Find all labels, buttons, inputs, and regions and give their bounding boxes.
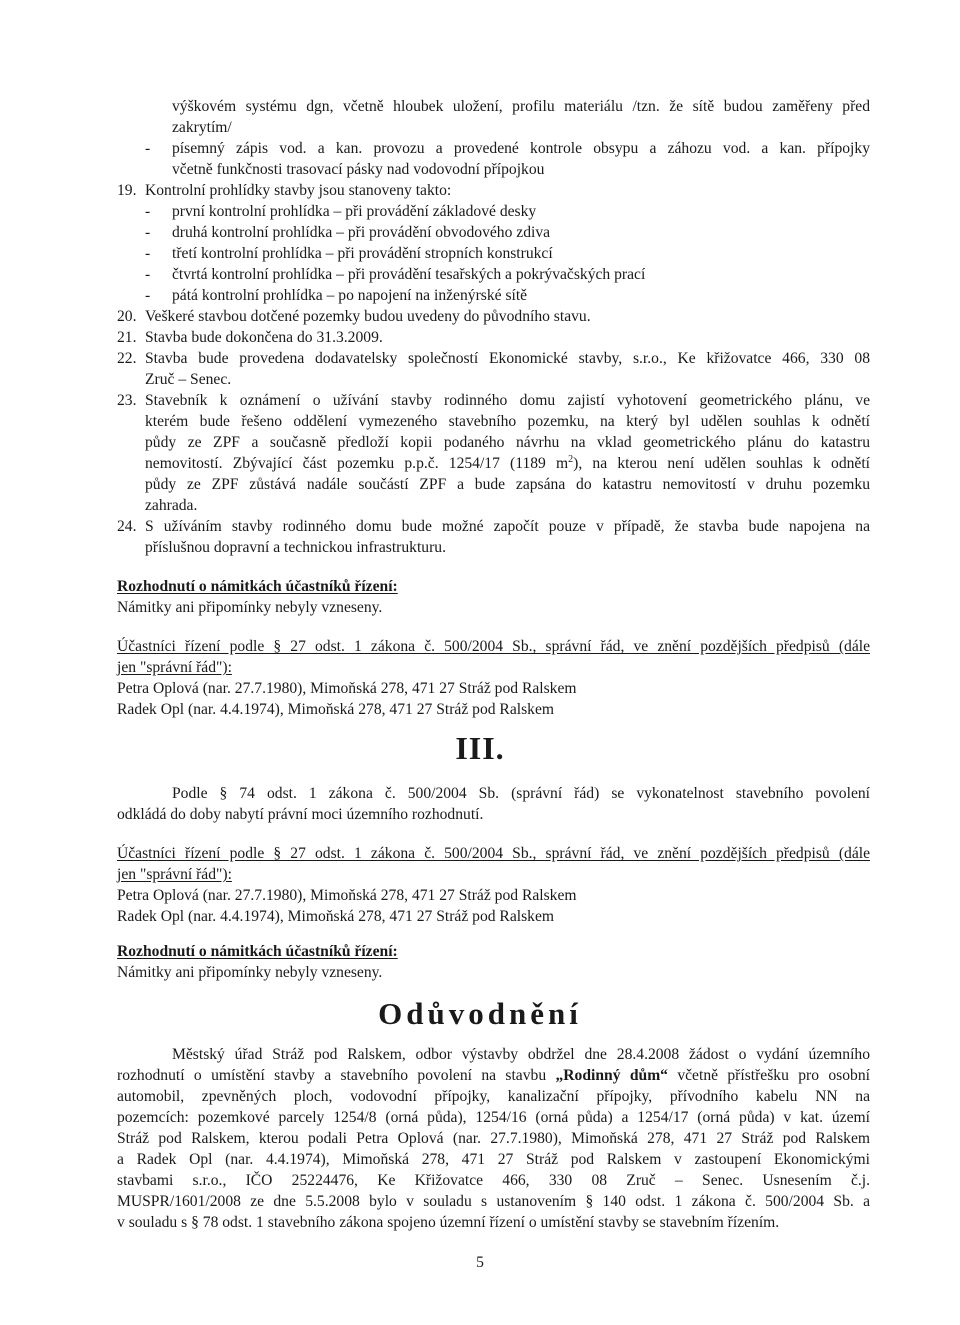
participants-heading-line-2: jen "správní řád"): [117,659,232,676]
item-number: 24. [117,518,137,535]
reasoning-line-6: a Radek Opl (nar. 4.4.1974), Mimoňská 278, 471 27 Stráž pod Ralskem v zastoupení Ekonomickými [117,1151,870,1168]
item-number: 20. [117,308,137,325]
participant: Radek Opl (nar. 4.4.1974), Mimoňská 278, 471 27 Stráž pod Ralskem [117,908,555,925]
reasoning-heading: Odůvodnění [378,996,582,1031]
objections-heading: Rozhodnutí o námitkách účastníků řízení: [117,943,398,960]
page-number: 5 [476,1254,484,1271]
item-19-text: Kontrolní prohlídky stavby jsou stanoveny takto: [145,182,452,199]
item-23-line-2: kterém bude řešeno oddělení vymezeného stavebního pozemku, na který byl udělen souhlas k odnětí [145,413,870,430]
dash: - [145,203,151,220]
top-line-2: zakrytím/ [172,119,232,136]
participant: Petra Oplová (nar. 27.7.1980), Mimoňská 278, 471 27 Stráž pod Ralskem [117,887,577,904]
participants-heading-line-2: jen "správní řád"): [117,866,232,883]
item-23-line-3: půdy ze ZPF a současně předloží kopii podaného návrhu na vklad geometrického plánu do katastru [145,434,870,451]
participants-heading-line-1: Účastníci řízení podle § 27 odst. 1 zákona č. 500/2004 Sb., správní řád, ve znění pozdějších předpisů (dále [117,845,870,862]
item-20-text: Veškeré stavbou dotčené pozemky budou uvedeny do původního stavu. [145,308,591,325]
inspection-item: čtvrtá kontrolní prohlídka – při provádění tesařských a pokrývačských prací [172,266,646,283]
objections-heading: Rozhodnutí o námitkách účastníků řízení: [117,578,398,595]
item-22-line-1: Stavba bude provedena dodavatelsky společností Ekonomické stavby, s.r.o., Ke křižovatce 466, 330 08 [145,350,870,367]
dash: - [145,140,151,157]
objections-text: Námitky ani připomínky nebyly vzneseny. [117,599,383,616]
top-line-4: včetně funkčnosti trasovací pásky nad vodovodní přípojkou [172,161,545,178]
item-21-text: Stavba bude dokončena do 31.3.2009. [145,329,383,346]
reasoning-line-5: Stráž pod Ralskem, kterou podali Petra Oplová (nar. 27.7.1980), Mimoňská 278, 471 27 Stráž pod Ralskem [117,1130,870,1147]
section-iii-line-2: odkládá do doby nabytí právní moci územního rozhodnutí. [117,806,484,823]
item-23-line-4: nemovitostí. Zbývající část pozemku p.p.č. 1254/17 (1189 $m^2$), na kterou není udělen souhlas k odnětí [145,453,870,472]
item-24-line-2: příslušnou dopravní a technickou infrastrukturu. [145,539,446,556]
inspection-item: pátá kontrolní prohlídka – po napojení na inženýrské sítě [172,287,528,304]
participants-heading-line-1: Účastníci řízení podle § 27 odst. 1 zákona č. 500/2004 Sb., správní řád, ve znění pozdějších předpisů (dále [117,638,870,655]
reasoning-line-7: stavbami s.r.o., IČO 25224476, Ke Křižovatce 466, 330 08 Zruč – Senec. Usnesením č.j. [117,1172,870,1189]
reasoning-line-8: MUSPR/1601/2008 ze dne 5.5.2008 bylo v souladu s ustanovením § 140 odst. 1 zákona č. 500/2004 Sb. a [117,1193,870,1210]
item-number: 19. [117,182,137,199]
reasoning-line-4: pozemcích: pozemkové parcely 1254/8 (orná půda), 1254/16 (orná půda) a 1254/17 (orná půda) v kat. území [117,1109,870,1126]
item-number: 23. [117,392,137,409]
item-number: 21. [117,329,137,346]
item-23-line-6: zahrada. [145,497,198,514]
item-23-line-1: Stavebník k oznámení o užívání stavby rodinného domu zajistí vyhotovení geometrického plánu, ve [145,392,870,409]
dash: - [145,266,151,283]
item-22-line-2: Zruč – Senec. [145,371,232,388]
item-24-line-1: S užíváním stavby rodinného domu bude možné započít pouze v případě, že stavba bude napojena na [145,518,870,535]
dash: - [145,224,151,241]
objections-text: Námitky ani připomínky nebyly vzneseny. [117,964,383,981]
inspection-item: první kontrolní prohlídka – při provádění základové desky [172,203,537,220]
reasoning-line-9: v souladu s § 78 odst. 1 stavebního zákona spojeno územní řízení o umístění stavby se stavebním řízením. [117,1214,780,1231]
top-line-3: písemný zápis vod. a kan. provozu a provedené kontrole obsypu a záhozu vod. a kan. přípojky [172,140,870,157]
section-iii-line-1: Podle § 74 odst. 1 zákona č. 500/2004 Sb. (správní řád) se vykonatelnost stavebního povolení [172,785,870,802]
top-line-1: výškovém systému dgn, včetně hloubek uložení, profilu materiálu /tzn. že sítě budou zaměřeny před [172,98,870,115]
participant: Radek Opl (nar. 4.4.1974), Mimoňská 278, 471 27 Stráž pod Ralskem [117,701,555,718]
inspection-item: třetí kontrolní prohlídka – při provádění stropních konstrukcí [172,245,553,262]
item-number: 22. [117,350,137,367]
reasoning-line-3: automobil, zpevněných ploch, vodovodní přípojky, kanalizační přípojky, přívodního kabelu NN na [117,1088,870,1105]
item-23-line-5: půdy ze ZPF zůstává nadále součástí ZPF a bude zapsána do katastru nemovitostí v druhu pozemku [145,476,870,493]
dash: - [145,287,151,304]
participant: Petra Oplová (nar. 27.7.1980), Mimoňská 278, 471 27 Stráž pod Ralskem [117,680,577,697]
reasoning-line-2: rozhodnutí o umístění stavby a stavebního povolení na stavbu „Rodinný dům“ včetně přístřešku pro osobní [117,1067,870,1084]
reasoning-line-1: Městský úřad Stráž pod Ralskem, odbor výstavby obdržel dne 28.4.2008 žádost o vydání územního [172,1046,870,1063]
section-heading-iii: III. [455,730,505,766]
dash: - [145,245,151,262]
inspection-item: druhá kontrolní prohlídka – při provádění obvodového zdiva [172,224,551,241]
